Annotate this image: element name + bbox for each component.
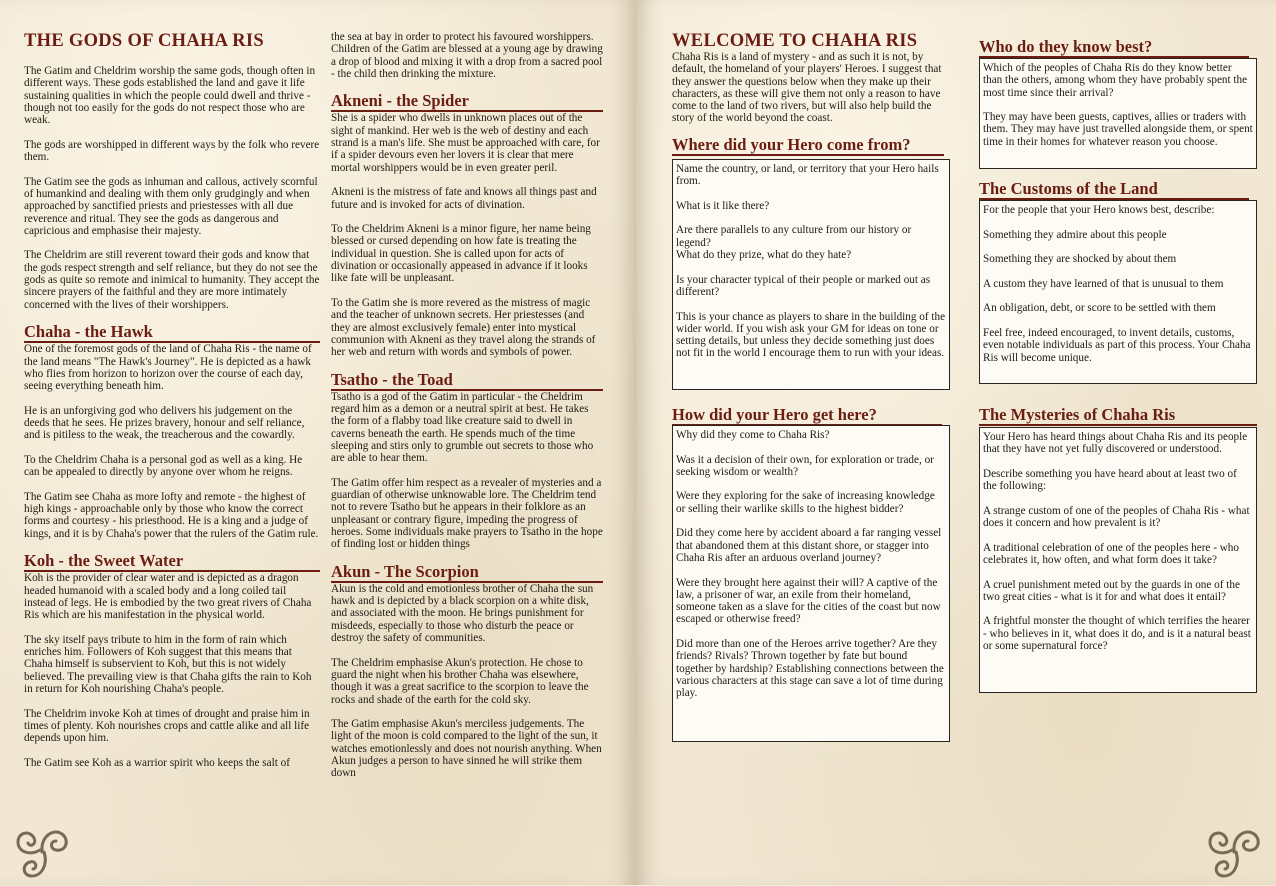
left-column-2 <box>331 31 603 792</box>
triskele-icon <box>2 806 82 886</box>
left-column-1 <box>24 31 320 781</box>
paragraph: The gods are worshipped in different ways by the folk who revere them. <box>24 138 320 164</box>
customs-box <box>979 200 1257 384</box>
left-page <box>0 0 636 885</box>
triskele-icon <box>1194 806 1274 886</box>
paragraph: The Gatim emphasise Akun's merciless judgements. The light of the moon is cold compared to the light of the sun, it watches emotionlessly and does not nourish anything. When Akun judges a person to have sinned he will strike them down <box>331 718 602 780</box>
paragraph: An obligation, debt, or score to be settled with them <box>983 302 1216 315</box>
where-box <box>672 159 950 390</box>
paragraph: Akneni is the mistress of fate and knows all things past and future and is invoked for acts of divination. <box>331 186 597 211</box>
paragraph: A traditional celebration of one of the peoples here - who celebrates it, how often, and what form does it take? <box>983 541 1239 566</box>
paragraph: Something they are shocked by about them <box>983 253 1177 266</box>
paragraph: Your Hero has heard things about Chaha Ris and its people that they have not yet fully discovered or understood. <box>983 431 1248 456</box>
paragraph: The Gatim and Cheldrim worship the same gods, though often in different ways. These gods established the land and gave it life sustaining qualities in which the people could dwell and thrive - though not too easily for the gods do not respect those who are weak. <box>24 65 316 127</box>
paragraph: Why did they come to Chaha Ris? <box>676 429 830 441</box>
section-heading-where: Where did your Hero come from? <box>672 136 944 156</box>
paragraph: The Cheldrim are still reverent toward their gods and know that the gods respect strength and self reliance, but they do not see the gods as quite so remote and inimical to humanity. They accept the sincere prayers of the faithful and they are more intimately concerned with the lives of their worshippers. <box>24 249 320 311</box>
paragraph: To the Cheldrim Chaha is a personal god as well as a king. He can be appealed to directly by anyone over whom he reigns. <box>24 453 303 479</box>
paragraph: To the Gatim she is more revered as the mistress of magic and the teacher of unknown secrets. Her priestesses (and they are almost exclusively female) enter into mystical communion with Akneni as they travel along the strands of her web and return with words and symbols of power. <box>331 296 596 359</box>
paragraph: The Cheldrim emphasise Akun's protection. He chose to guard the night when his brother Chaha was elsewhere, though it was a great sacrifice to the scorpion to leave the rocks and shade of the earth for the cold sky. <box>331 656 589 706</box>
section-heading-akneni: Akneni - the Spider <box>331 92 603 112</box>
section-heading-tsatho: Tsatho - the Toad <box>331 371 603 391</box>
paragraph: Are there parallels to any culture from our history or legend? What do they prize, what do they hate? <box>676 224 912 262</box>
paragraph: The sky itself pays tribute to him in the form of rain which enriches him. Followers of Koh suggest that this means that Chaha himself is subservient to Koh, but this is not widely believed. The prevailing view is that Chaha gifts the rain to Koh in return for Koh nourishing Chaha's people. <box>24 633 312 695</box>
paragraph: One of the foremost gods of the land of Chaha Ris - the name of the land means "The Hawk's Journey". He is depicted as a hawk who flies from horizon to horizon over the course of each day, seeing everything beneath him. <box>24 343 312 393</box>
paragraph: The Gatim see Chaha as more lofty and remote - the highest of high kings - approachable only by those who know the correct forms and courtesy - his priesthood. He is a king and a judge of kings, and it is by Chaha's power that the rulers of the Gatim rule. <box>24 490 319 540</box>
paragraph: Something they admire about this people <box>983 228 1167 241</box>
paragraph: Which of the peoples of Chaha Ris do they know better than the others, among whom they have probably spent the most time since their arrival? <box>983 62 1248 99</box>
paragraph: They may have been guests, captives, allies or traders with them. They may have just travelled alongside them, or spent time in their homes for whatever reason you choose. <box>983 111 1253 148</box>
paragraph: Koh is the provider of clear water and is depicted as a dragon headed humanoid with a scaled body and a long coiled tail instead of legs. He is embodied by the two great rivers of Chaha Ris which are his manifestation in the physical world. <box>24 572 312 622</box>
paragraph: Is your character typical of their people or marked out as different? <box>676 273 931 298</box>
page-title: THE GODS OF CHAHA RIS <box>24 31 264 51</box>
paragraph: He is an unforgiving god who delivers his judgement on the deeds that he sees. He prizes bravery, honour and self reliance, and is pitiless to the weak, the treacherous and the cowardly. <box>24 404 305 442</box>
paragraph: Was it a decision of their own, for exploration or trade, or seeking wisdom or wealth? <box>676 453 934 478</box>
paragraph: Were they brought here against their will? A captive of the law, a prisoner of war, an exile from their homeland, someone taken as a slave for the cities of the coast but now escaped or otherwise freed? <box>676 576 941 626</box>
paragraph: A strange custom of one of the peoples of Chaha Ris - what does it concern and how prevalent is it? <box>983 504 1250 530</box>
paragraph: This is your chance as players to share in the building of the wider world. If you wish ask your GM for ideas on tone or setting details, but unless they decide something just does not fit in the world I encourage them to run with your ideas. <box>676 310 946 360</box>
paragraph: The Gatim offer him respect as a revealer of mysteries and a guardian of otherwise unknowable lore. The Cheldrim tend not to revere Tsatho but he appears in their folklore as an unpleasant or contrary figure, impeding the progress of heroes. Some individuals make prayers to Tsatho in the hope of finding lost or hidden things <box>331 476 603 551</box>
paragraph: Did more than one of the Heroes arrive together? Are they friends? Rivals? Thrown together by fate but bound together by hardship? Establishing connections between the various characters at this stage can save a lot of time during play. <box>676 638 944 700</box>
who-box <box>979 58 1257 169</box>
paragraph: The Cheldrim invoke Koh at times of drought and praise him in times of plenty. Koh nourishes crops and cattle alike and all life depends upon him. <box>24 707 310 745</box>
how-box <box>672 425 950 742</box>
paragraph: Akun is the cold and emotionless brother of Chaha the sun hawk and is depicted by a black scorpion on a white disk, and associated with the moon. He brings punishment for misdeeds, especially to those who disturb the peace or destroy the safety of communities. <box>331 582 594 645</box>
paragraph: The Gatim see the gods as inhuman and callous, actively scornful of humankind and dealing with them only grudgingly and when approached by sanctified priests and priestesses with all due reverence and ritual. They see the gods as dangerous and capricious and emphasise their majesty. <box>24 175 318 237</box>
paragraph: Chaha Ris is a land of mystery - and as such it is not, by default, the homeland of your players' Heroes. I suggest that they answer the questions below when they make up their characters, as these will give them not only a reason to have come to the land of two rivers, but will also help build the story of the world beyond the coast. <box>672 51 942 125</box>
paragraph: Feel free, indeed encouraged, to invent details, customs, even notable individuals as part of this process. Your Chaha Ris will become unique. <box>983 326 1251 364</box>
mysteries-box <box>979 427 1257 693</box>
section-heading-chaha: Chaha - the Hawk <box>24 323 320 343</box>
paragraph: A custom they have learned of that is unusual to them <box>983 277 1224 290</box>
paragraph: The Gatim see Koh as a warrior spirit who keeps the salt of <box>24 756 290 769</box>
paragraph: the sea at bay in order to protect his favoured worshippers. Children of the Gatim are blessed at a young age by drawing a drop of blood and mixing it with a drop from a sacred pool - the child then drinking the mixture. <box>331 31 603 80</box>
paragraph: Tsatho is a god of the Gatim in particular - the Cheldrim regard him as a demon or a neutral spirit at best. He takes the form of a flabby toad like creature said to dwell in caverns beneath the earth. He spends much of the time sleeping and stirs only to grumble out secrets to those who are able to hear them. <box>331 390 594 465</box>
paragraph: Name the country, or land, or territory that your Hero hails from. <box>676 163 939 188</box>
paragraph: Describe something you have heard about at least two of the following: <box>983 467 1237 493</box>
section-heading-customs: The Customs of the Land <box>979 180 1249 200</box>
welcome-title: WELCOME TO CHAHA RIS <box>672 31 918 51</box>
section-heading-koh: Koh - the Sweet Water <box>24 552 320 572</box>
paragraph: She is a spider who dwells in unknown places out of the sight of mankind. Her web is the web of destiny and each strand is a man's life. She must be approached with care, for if a spider devours even her lovers it is clear that mere mortal worshippers would be in even greater peril. <box>331 112 600 174</box>
welcome-block <box>672 31 952 137</box>
paragraph: Were they exploring for the sake of increasing knowledge or selling their warlike skills to the highest bidder? <box>676 490 935 515</box>
section-heading-how: How did your Hero get here? <box>672 406 942 426</box>
paragraph: What is it like there? <box>676 199 770 212</box>
right-page <box>636 0 1276 885</box>
section-heading-akun: Akun - The Scorpion <box>331 563 603 583</box>
section-heading-who: Who do they know best? <box>979 38 1249 58</box>
paragraph: To the Cheldrim Akneni is a minor figure, her name being blessed or cursed depending on how fate is treating the individual in question. She is called upon for acts of divination or occasionally appeased in advance if it looks like fate will be unpleasant. <box>331 223 591 285</box>
section-heading-mysteries: The Mysteries of Chaha Ris <box>979 406 1257 426</box>
paragraph: For the people that your Hero knows best, describe: <box>983 204 1215 216</box>
paragraph: Did they come here by accident aboard a far ranging vessel that abandoned them at this distant shore, or stagger into Chaha Ris after an arduous overland journey? <box>676 527 942 564</box>
paragraph: A frightful monster the thought of which terrifies the hearer - who believes in it, what does it do, and is it a natural beast or some supernatural force? <box>983 615 1251 653</box>
paragraph: A cruel punishment meted out by the guards in one of the two great cities - what is it for and what does it entail? <box>983 578 1240 603</box>
